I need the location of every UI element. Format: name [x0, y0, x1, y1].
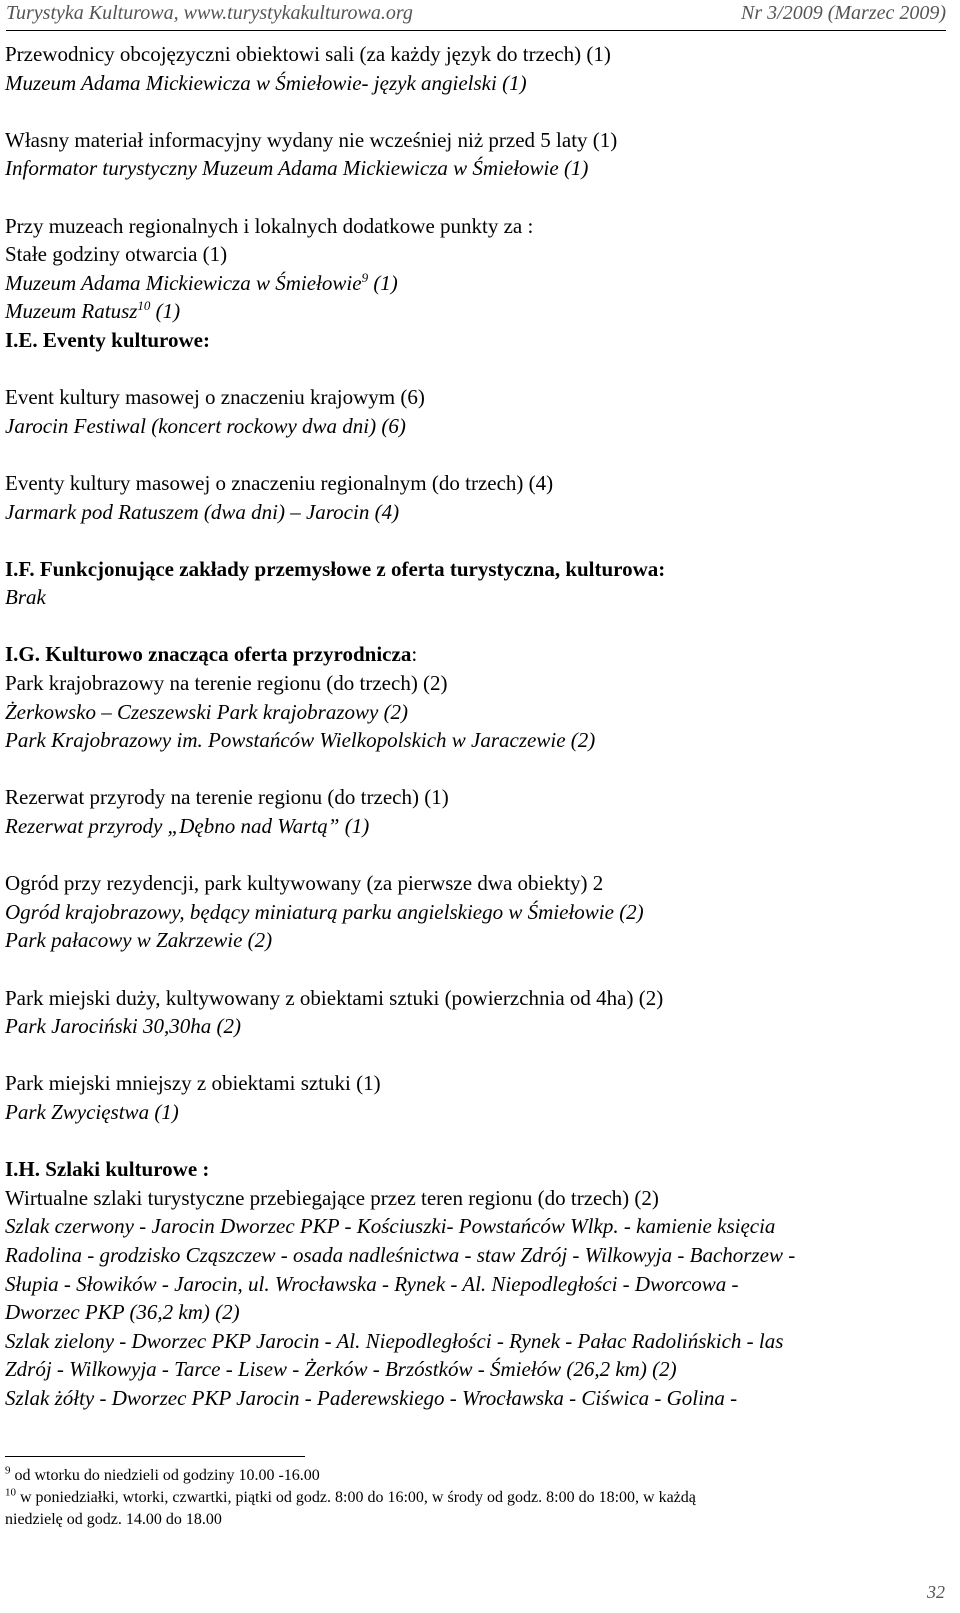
document-body: [5, 40, 950, 1413]
trail-line: Słupia - Słowików - Jarocin, ul. Wrocławska - Rynek - Al. Niepodległości - Dworcowa -: [5, 1271, 739, 1296]
criterion-line: Ogród przy rezydencji, park kultywowany (za pierwsze dwa obiekty) 2: [5, 871, 604, 896]
trail-line: Dworzec PKP (36,2 km) (2): [5, 1300, 240, 1325]
criterion-line: Przewodnicy obcojęzyczni obiektowi sali (za każdy język do trzech) (1): [5, 42, 611, 66]
section-heading: I.E. Eventy kulturowe:: [5, 327, 210, 352]
criterion-line: Park miejski duży, kultywowany z obiektami sztuki (powierzchnia od 4ha) (2): [5, 985, 664, 1010]
criterion-line: Event kultury masowej o znaczeniu krajowym (6): [5, 385, 425, 410]
example-line: Żerkowsko – Czeszewski Park krajobrazowy (2): [5, 699, 409, 724]
trail-line: Szlak czerwony - Jarocin Dworzec PKP - Kościuszki- Powstańców Wlkp. - kamienie księcia: [5, 1214, 776, 1239]
example-line: Park Krajobrazowy im. Powstańców Wielkopolskich w Jaraczewie (2): [5, 728, 596, 753]
section-heading: I.F. Funkcjonujące zakłady przemysłowe z oferta turystyczna, kulturowa:: [5, 556, 666, 581]
example-line: Ogród krajobrazowy, będący miniaturą parku angielskiego w Śmiełowie (2): [5, 899, 644, 924]
criterion-line: Eventy kultury masowej o znaczeniu regionalnym (do trzech) (4): [5, 470, 554, 495]
criterion-line: Wirtualne szlaki turystyczne przebiegające przez teren regionu (do trzech) (2): [5, 1185, 659, 1210]
example-line: Park Jarociński 30,30ha (2): [5, 1014, 242, 1039]
page-number: 32: [927, 1582, 945, 1602]
criterion-line: Park krajobrazowy na terenie regionu (do trzech) (2): [5, 671, 448, 696]
criterion-line: Stałe godziny otwarcia (1): [5, 242, 228, 267]
running-header: [6, 0, 946, 31]
footnote-continuation: niedzielę od godz. 14.00 do 18.00: [5, 1511, 222, 1528]
example-line: Park Zwycięstwa (1): [5, 1099, 179, 1124]
criterion-line: Przy muzeach regionalnych i lokalnych dodatkowe punkty za :: [5, 213, 534, 238]
header-issue: Nr 3/2009 (Marzec 2009): [741, 2, 946, 24]
footnotes: [5, 1465, 950, 1531]
footnote-ref: 9: [361, 269, 369, 285]
example-line: Jarocin Festiwal (koncert rockowy dwa dni) (6): [5, 413, 406, 438]
example-line: Informator turystyczny Muzeum Adama Mickiewicza w Śmiełowie (1): [5, 156, 589, 181]
criterion-line: Własny materiał informacyjny wydany nie wcześniej niż przed 5 laty (1): [5, 127, 618, 152]
example-line: Muzeum Ratusz$^{10}$ (1): [5, 298, 181, 324]
criterion-line: Rezerwat przyrody na terenie regionu (do trzech) (1): [5, 785, 449, 810]
trail-line: Radolina - grodzisko Cząszczew - osada nadleśnictwa - staw Zdrój - Wilkowyja - Bachorzew -: [5, 1242, 796, 1267]
criterion-line: Park miejski mniejszy z obiektami sztuki (1): [5, 1071, 381, 1096]
trail-line: Zdrój - Wilkowyja - Tarce - Lisew - Żerków - Brzóstków - Śmiełów (26,2 km) (2): [5, 1357, 677, 1382]
trail-line: Szlak żółty - Dworzec PKP Jarocin - Paderewskiego - Wrocławska - Ciświca - Golina -: [5, 1385, 738, 1410]
example-line: Park pałacowy w Zakrzewie (2): [5, 928, 273, 953]
section-heading: I.H. Szlaki kulturowe :: [5, 1157, 210, 1182]
example-line: Brak: [5, 585, 46, 610]
example-line: Rezerwat przyrody „Dębno nad Wartą” (1): [5, 814, 370, 839]
footnote: $^{10}$ w poniedziałki, wtorki, czwartki, piątki od godz. 8:00 do 16:00, w środy od godz. 8:00 do 18:00, w każdą: [5, 1486, 696, 1506]
footnote: $^9$ od wtorku do niedzieli od godziny 10.00 -16.00: [5, 1464, 320, 1484]
footnote-ref: 10: [137, 298, 151, 314]
section-heading: I.G. Kulturowo znacząca oferta przyrodnicza:: [5, 642, 418, 667]
trail-line: Szlak zielony - Dworzec PKP Jarocin - Al. Niepodległości - Rynek - Pałac Radolińskich - las: [5, 1328, 784, 1353]
header-journal-title: Turystyka Kulturowa, www.turystykakulturowa.org: [6, 2, 413, 24]
footnote-divider: [5, 1456, 305, 1457]
example-line: Muzeum Adama Mickiewicza w Śmiełowie- język angielski (1): [5, 70, 527, 95]
example-line: Jarmark pod Ratuszem (dwa dni) – Jarocin (4): [5, 499, 400, 524]
example-line: Muzeum Adama Mickiewicza w Śmiełowie$^9$ (1): [5, 269, 398, 295]
